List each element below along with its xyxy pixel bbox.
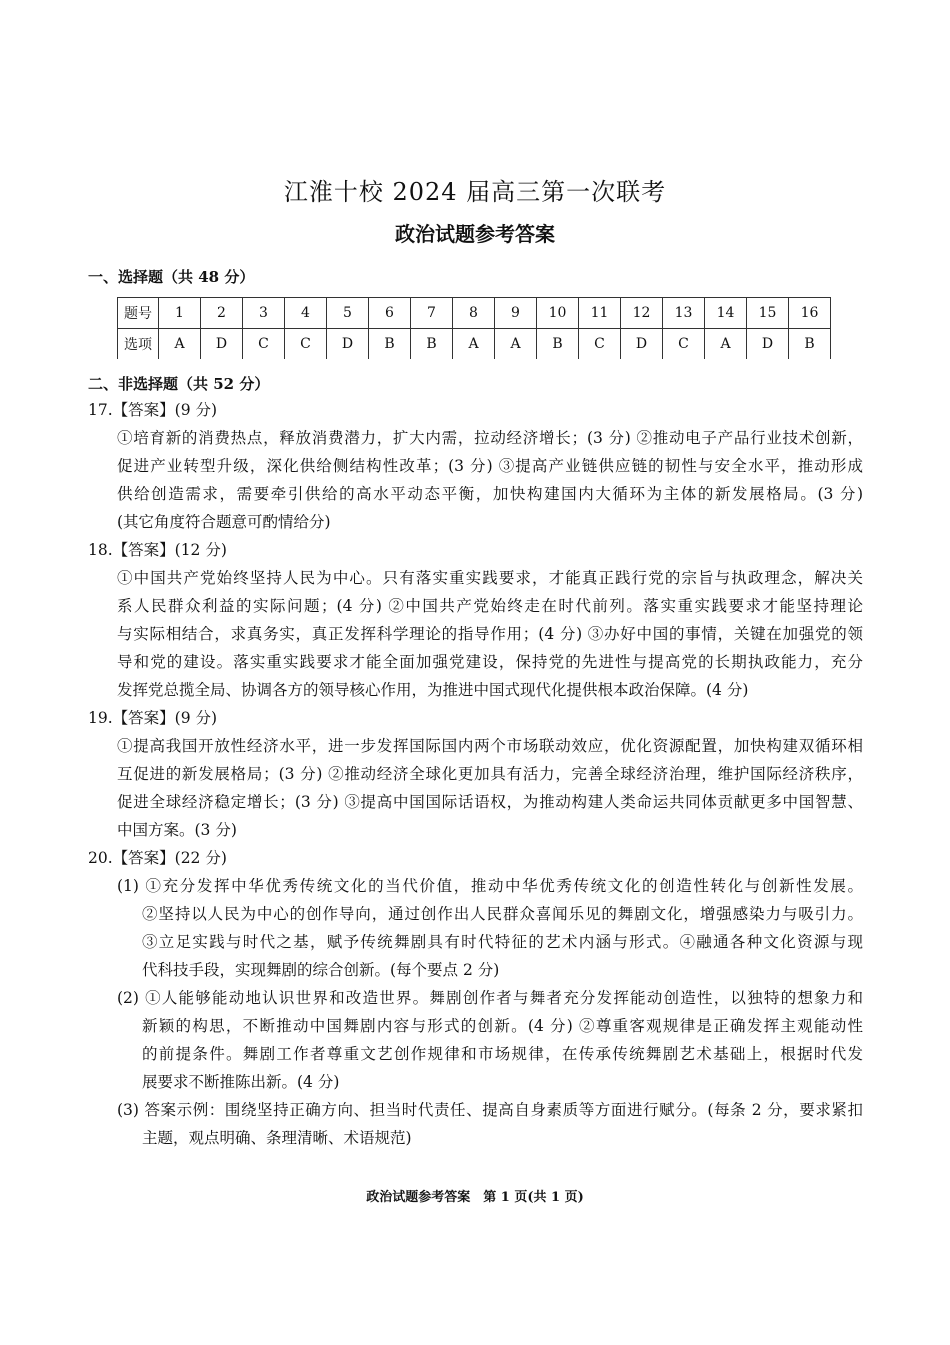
question-number-cell: 16: [789, 298, 831, 329]
question-number-cell: 11: [579, 298, 621, 329]
document-title: 江淮十校 2024 届高三第一次联考: [283, 178, 667, 206]
question-number-cell: 14: [705, 298, 747, 329]
answer-cell: D: [201, 329, 243, 360]
answer-cell: A: [495, 329, 537, 360]
answer-cell: C: [663, 329, 705, 360]
answer-cell: D: [621, 329, 663, 360]
question-number-cell: 15: [747, 298, 789, 329]
question-number-cell: 8: [453, 298, 495, 329]
answer-line: 促进产业转型升级，深化供给侧结构性改革；(3 分) ③提高产业链供应链的韧性与安全水平，推动形成: [117, 457, 863, 475]
answer-cell: C: [285, 329, 327, 360]
section-heading-nonchoice: 二、非选择题（共 52 分）: [88, 375, 270, 393]
page-footer: 政治试题参考答案 第 1 页(共 1 页): [366, 1190, 584, 1205]
answer-cell: D: [747, 329, 789, 360]
row-header: 题号: [118, 298, 159, 329]
question-number-cell: 9: [495, 298, 537, 329]
question-number-cell: 2: [201, 298, 243, 329]
question-number-cell: 4: [285, 298, 327, 329]
answer-cell: A: [705, 329, 747, 360]
answer-line: 互促进的新发展格局；(3 分) ②推动经济全球化更加具有活力，完善全球经济治理，维护国际经济秩序，: [117, 765, 863, 783]
row-header: 选项: [118, 329, 159, 360]
answer-cell: C: [579, 329, 621, 360]
answer-line: 导和党的建设。落实重实践要求才能全面加强党建设，保持党的先进性与提高党的长期执政能力，充分: [117, 653, 863, 671]
answer-row: [118, 329, 831, 360]
answer-line: 发挥党总揽全局、协调各方的领导核心作用，为推进中国式现代化提供根本政治保障。(4 分): [117, 681, 749, 699]
question-number-cell: 13: [663, 298, 705, 329]
question-number-cell: 6: [369, 298, 411, 329]
question-number-cell: 12: [621, 298, 663, 329]
question-number-cell: 5: [327, 298, 369, 329]
answer-line: (2) ①人能够能动地认识世界和改造世界。舞剧创作者与舞者充分发挥能动创造性，以独特的想象力和: [117, 989, 863, 1007]
answer-line: 与实际相结合，求真务实，真正发挥科学理论的指导作用；(4 分) ③办好中国的事情，关键在加强党的领: [117, 625, 863, 643]
answer-line: ③立足实践与时代之基，赋予传统舞剧具有时代特征的艺术内涵与形式。④融通各种文化资源与现: [142, 933, 863, 951]
answer-cell: B: [369, 329, 411, 360]
question-number-cell: 7: [411, 298, 453, 329]
answer-line: ②坚持以人民为中心的创作导向，通过创作出人民群众喜闻乐见的舞剧文化，增强感染力与吸引力。: [142, 905, 863, 923]
question-number-cell: 3: [243, 298, 285, 329]
question-number-cell: 10: [537, 298, 579, 329]
question-header: 20.【答案】(22 分): [88, 849, 227, 867]
answer-cell: D: [327, 329, 369, 360]
answer-line: 代科技手段，实现舞剧的综合创新。(每个要点 2 分): [142, 961, 500, 979]
document-subtitle: 政治试题参考答案: [395, 222, 555, 246]
answer-line: 中国方案。(3 分): [117, 821, 237, 839]
answer-cell: B: [537, 329, 579, 360]
answer-line: ①中国共产党始终坚持人民为中心。只有落实重实践要求，才能真正践行党的宗旨与执政理念，解决关: [117, 569, 863, 587]
answer-line: ①提高我国开放性经济水平，进一步发挥国际国内两个市场联动效应，优化资源配置，加快构建双循环相: [117, 737, 863, 755]
question-number-row: [118, 298, 831, 329]
question-header: 17.【答案】(9 分): [88, 401, 218, 419]
answer-cell: A: [453, 329, 495, 360]
answer-line: 主题，观点明确、条理清晰、术语规范): [142, 1129, 412, 1147]
answer-line: 系人民群众利益的实际问题；(4 分) ②中国共产党始终走在时代前列。落实重实践要求才能坚持理论: [117, 597, 863, 615]
answer-cell: B: [411, 329, 453, 360]
answer-line: 供给创造需求，需要牵引供给的高水平动态平衡，加快构建国内大循环为主体的新发展格局。(3 分): [117, 485, 863, 503]
question-number-cell: 1: [159, 298, 201, 329]
answer-line: 新颖的构思，不断推动中国舞剧内容与形式的创新。(4 分) ②尊重客观规律是正确发挥主观能动性: [142, 1017, 863, 1035]
answer-cell: C: [243, 329, 285, 360]
answer-line: 促进全球经济稳定增长；(3 分) ③提高中国国际话语权，为推动构建人类命运共同体贡献更多中国智慧、: [117, 793, 863, 811]
answer-line: 的前提条件。舞剧工作者尊重文艺创作规律和市场规律，在传承传统舞剧艺术基础上，根据时代发: [142, 1045, 863, 1063]
answers-body: [88, 396, 863, 1152]
answer-line: (1) ①充分发挥中华优秀传统文化的当代价值，推动中华优秀传统文化的创造性转化与创新性发展。: [117, 877, 863, 895]
answer-line: (其它角度符合题意可酌情给分): [117, 513, 331, 531]
answer-line: 展要求不断推陈出新。(4 分): [142, 1073, 340, 1091]
question-header: 19.【答案】(9 分): [88, 709, 218, 727]
answer-table: [117, 297, 831, 359]
section-heading-choice: 一、选择题（共 48 分）: [88, 268, 255, 286]
answer-cell: A: [159, 329, 201, 360]
answer-line: (3) 答案示例：围绕坚持正确方向、担当时代责任、提高自身素质等方面进行赋分。(每条 2 分，要求紧扣: [117, 1101, 863, 1119]
answer-cell: B: [789, 329, 831, 360]
answer-line: ①培育新的消费热点，释放消费潜力，扩大内需，拉动经济增长；(3 分) ②推动电子产品行业技术创新，: [117, 429, 863, 447]
question-header: 18.【答案】(12 分): [88, 541, 227, 559]
